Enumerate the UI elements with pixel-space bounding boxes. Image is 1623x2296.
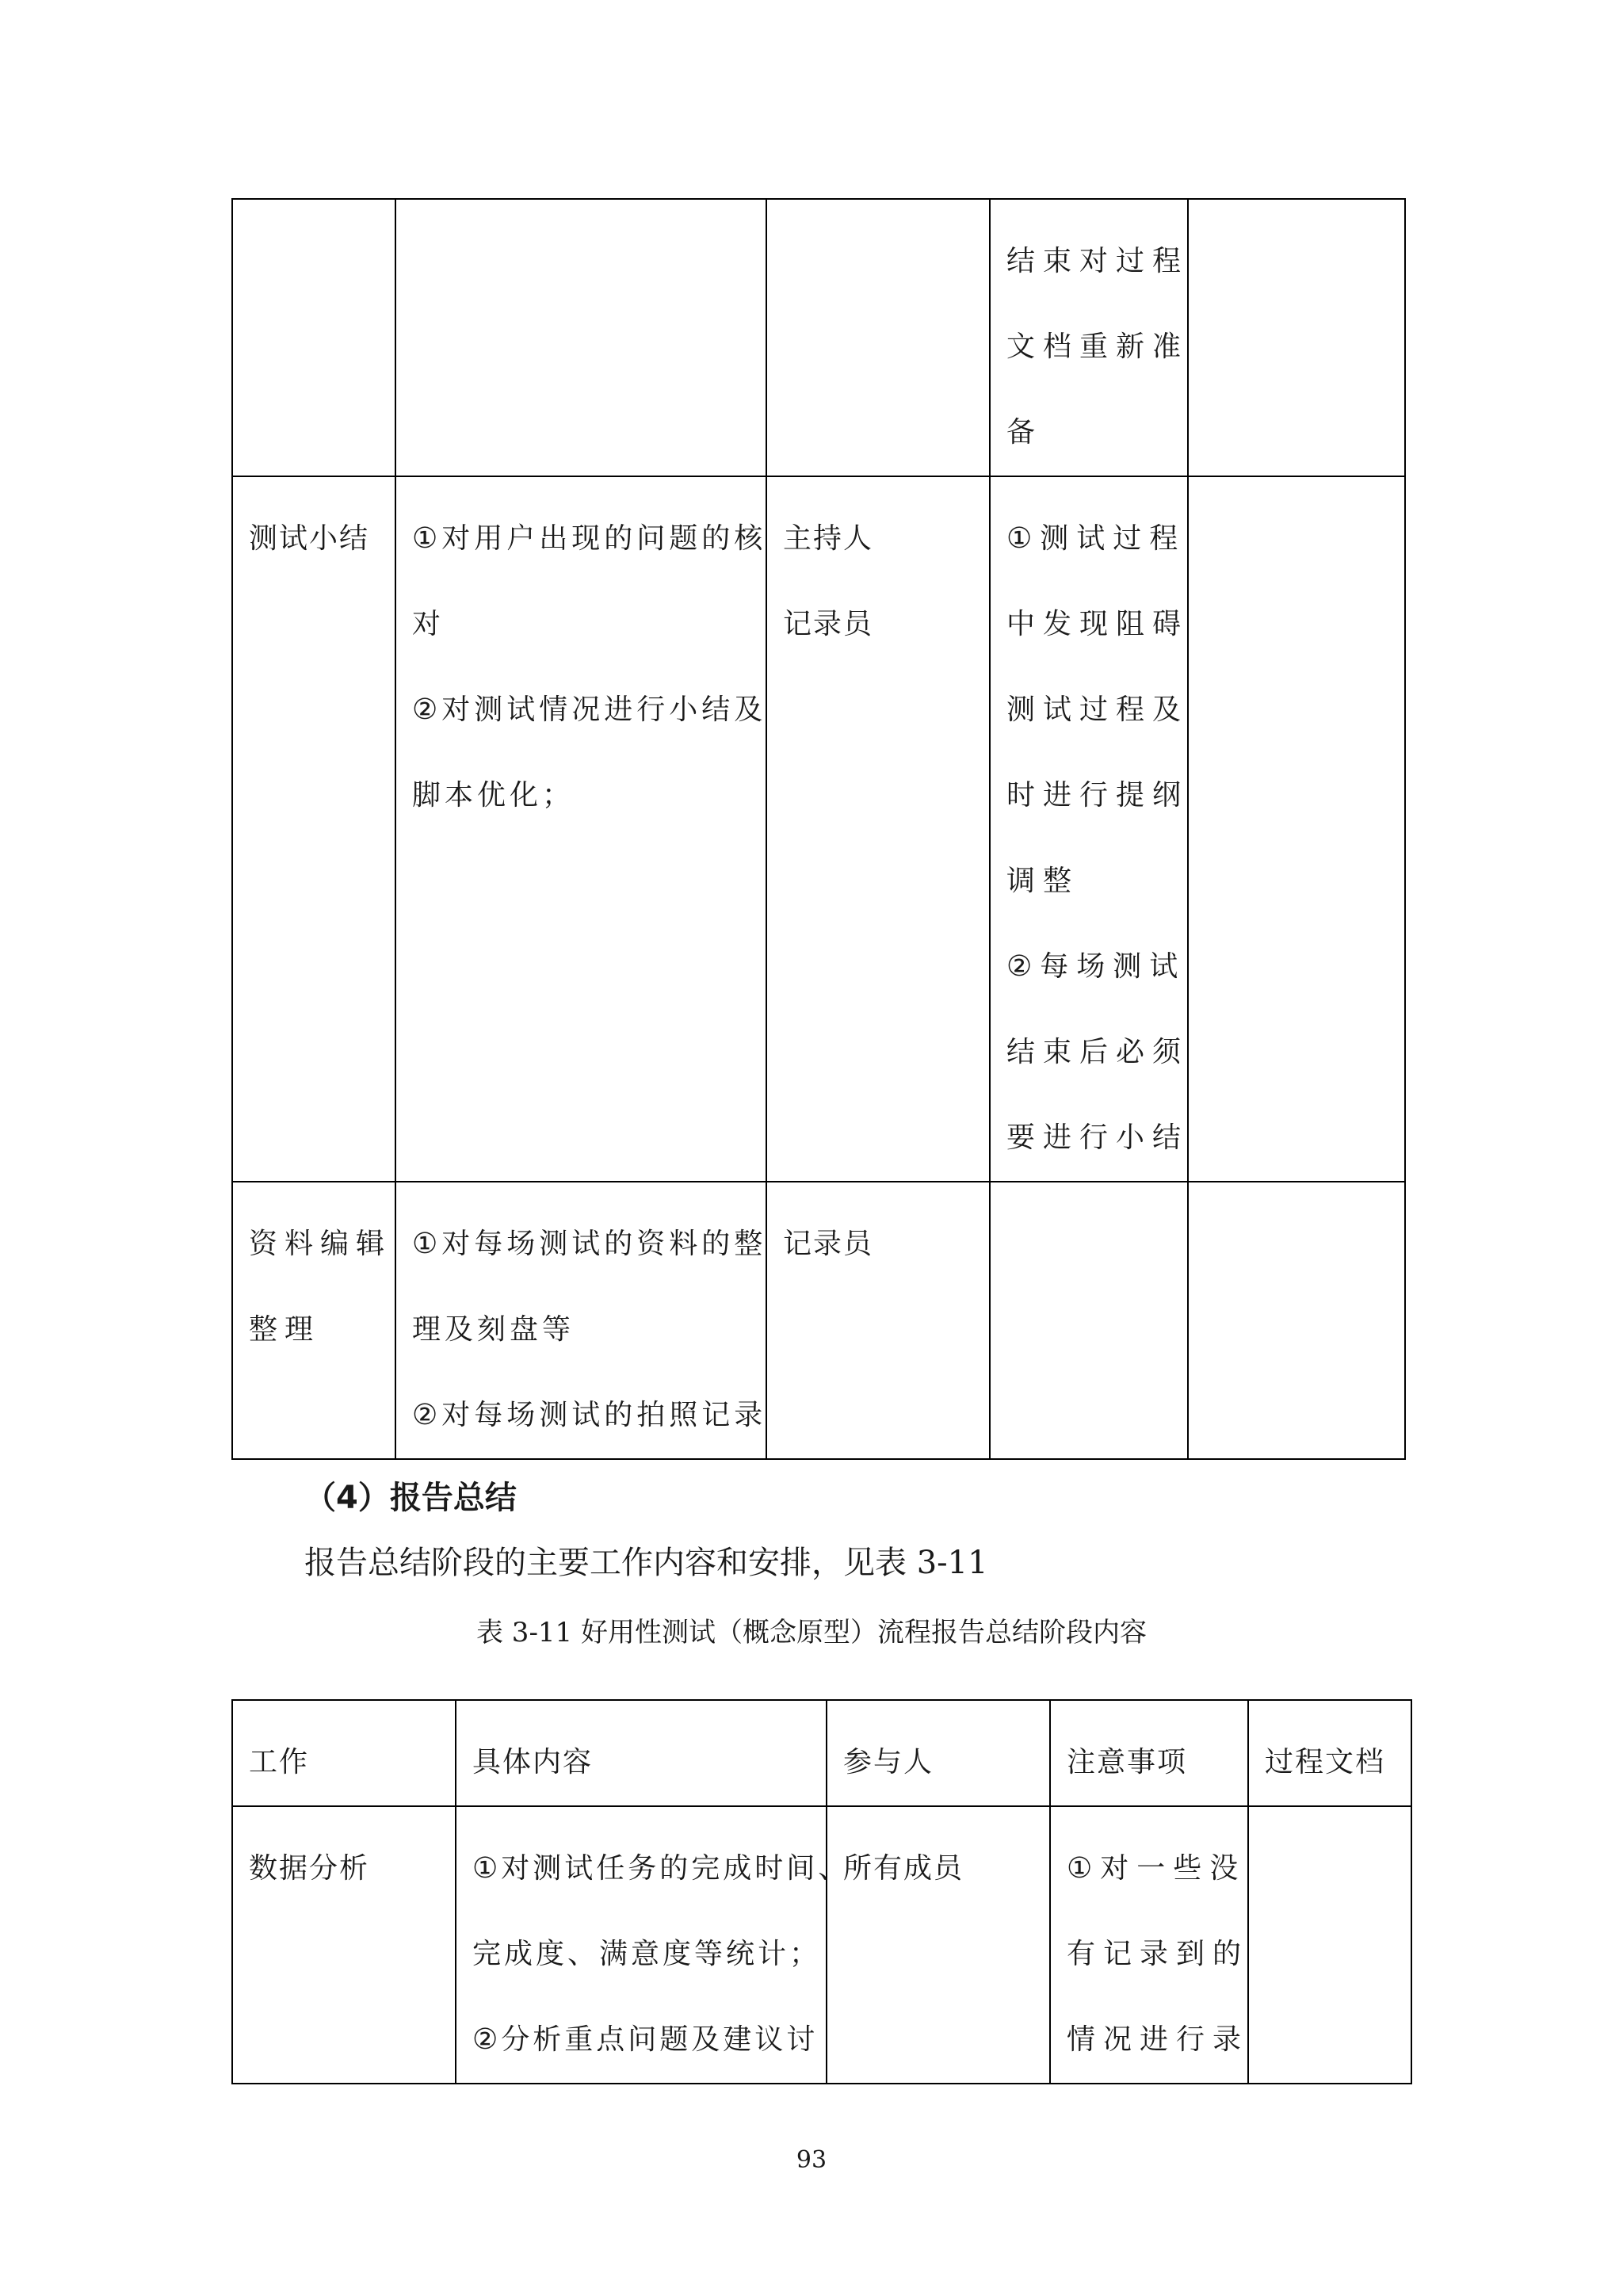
- table-row: [232, 199, 1405, 476]
- cell-content: ①对测试任务的完成时间、 完成度、满意度等统计； ②分析重点问题及建议讨: [456, 1806, 827, 2084]
- header-work: 工作: [232, 1700, 456, 1806]
- cell-docs: [1248, 1806, 1411, 2084]
- header-docs: 过程文档: [1248, 1700, 1411, 1806]
- table-caption: 表 3-11 好用性测试（概念原型）流程报告总结阶段内容: [476, 1617, 1147, 1648]
- header-notes: 注意事项: [1050, 1700, 1248, 1806]
- cell-notes: 结束对过程 文档重新准 备: [990, 199, 1188, 476]
- cell-work: [232, 199, 395, 476]
- page-number: 93: [796, 2146, 827, 2174]
- cell-work: 数据分析: [232, 1806, 456, 2084]
- cell-notes: ①测试过程 中发现阻碍 测试过程及 时进行提纲 调整 ②每场测试 结束后必须 要进行小结: [990, 476, 1188, 1182]
- cell-docs: [1188, 476, 1405, 1182]
- cell-notes: ①对一些没 有记录到的 情况进行录: [1050, 1806, 1248, 2084]
- cell-participants: [766, 199, 990, 476]
- header-content: 具体内容: [456, 1700, 827, 1806]
- cell-notes: [990, 1182, 1188, 1459]
- cell-docs: [1188, 199, 1405, 476]
- cell-content: [395, 199, 766, 476]
- process-table-continued: [231, 198, 1406, 1460]
- table-row: [232, 476, 1405, 1182]
- table-row: [232, 1806, 1411, 2084]
- cell-participants: 记录员: [766, 1182, 990, 1459]
- cell-work: 测试小结: [232, 476, 395, 1182]
- report-summary-table: [231, 1699, 1412, 2084]
- cell-participants: 主持人 记录员: [766, 476, 990, 1182]
- intro-paragraph: 报告总结阶段的主要工作内容和安排，见表 3-11: [304, 1545, 988, 1581]
- table-row: [232, 1182, 1405, 1459]
- section-heading: （4）报告总结: [304, 1480, 517, 1516]
- cell-work: 资料编辑 整理: [232, 1182, 395, 1459]
- cell-content: ①对每场测试的资料的整 理及刻盘等 ②对每场测试的拍照记录: [395, 1182, 766, 1459]
- header-participants: 参与人: [827, 1700, 1050, 1806]
- table-header-row: [232, 1700, 1411, 1806]
- cell-content: ①对用户出现的问题的核 对 ②对测试情况进行小结及 脚本优化；: [395, 476, 766, 1182]
- cell-participants: 所有成员: [827, 1806, 1050, 2084]
- cell-docs: [1188, 1182, 1405, 1459]
